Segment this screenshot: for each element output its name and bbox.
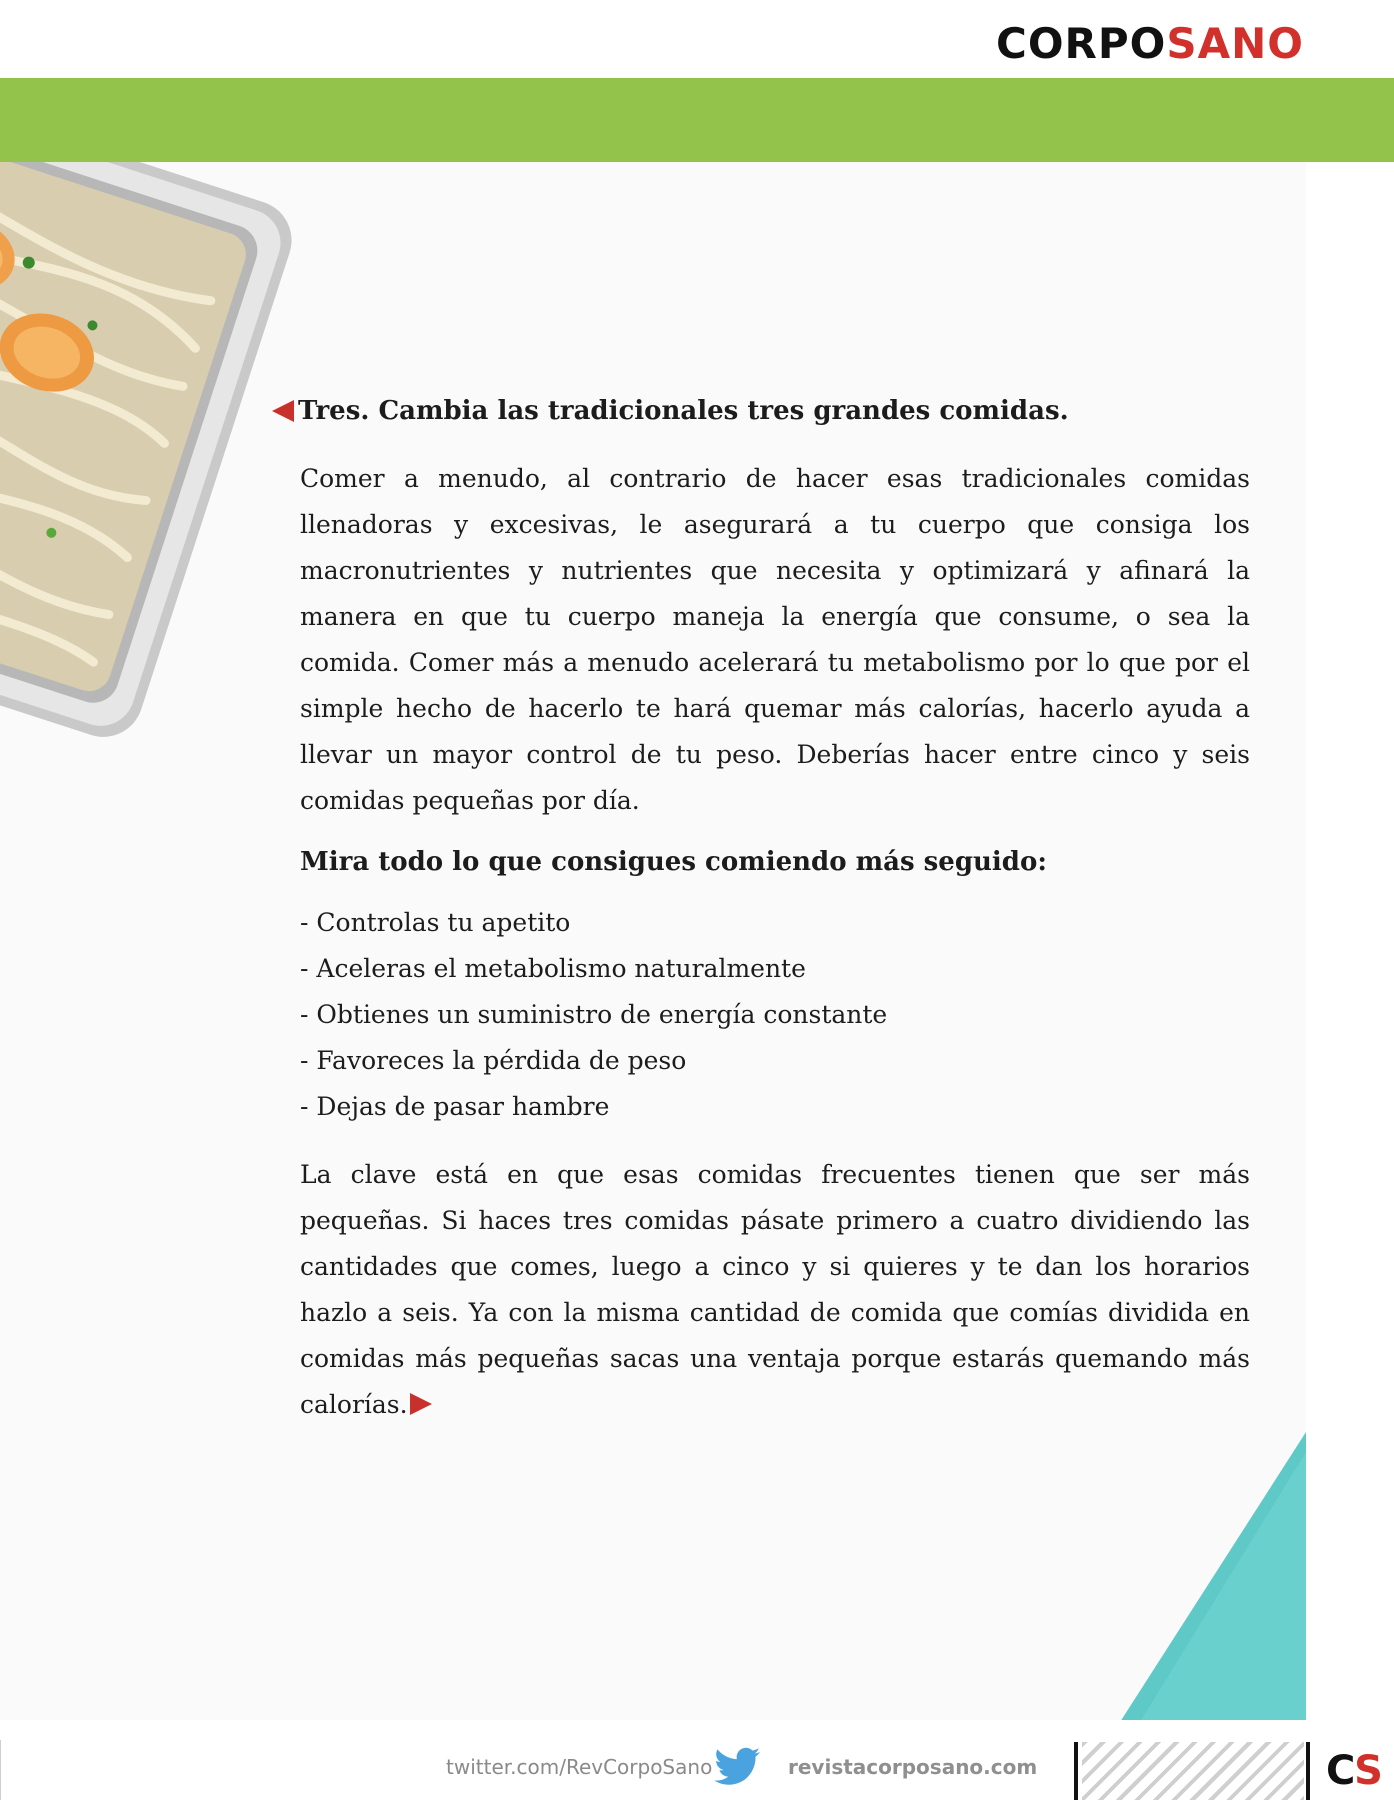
list-item: - Dejas de pasar hambre [300,1092,610,1121]
twitter-link[interactable]: twitter.com/RevCorpoSano [446,1755,713,1779]
article-paragraph-2 [300,1152,1250,1428]
teal-corner-shape [1120,1432,1306,1720]
list-item: - Aceleras el metabolismo naturalmente [300,954,806,983]
website-link[interactable]: revistacorposano.com [788,1755,1038,1779]
heading-row [272,394,1250,428]
cs-badge-logo [1326,1750,1381,1792]
benefits-list [300,900,1250,1130]
cs-badge-c: C [1326,1748,1355,1794]
list-item: - Obtienes un suministro de energía constante [300,1000,888,1029]
cs-badge-s: S [1354,1748,1381,1794]
list-item: - Controlas tu apetito [300,908,571,937]
page-header [0,0,1394,78]
footer-hatch-pattern [1082,1742,1304,1800]
article [300,394,1250,1446]
corposano-logo[interactable] [996,20,1304,68]
logo-part-sano: SANO [1166,19,1304,68]
red-triangle-right-icon [410,1393,432,1415]
logo-part-corpo: CORPO [996,19,1167,68]
list-item: - Favoreces la pérdida de peso [300,1046,687,1075]
article-subheading: Mira todo lo que consigues comiendo más seguido: [300,847,1047,877]
page-footer [0,1720,1394,1800]
shrimp-noodles-tray-image [0,162,300,872]
article-paragraph-2-text: La clave está en que esas comidas frecuentes tienen que ser más pequeñas. Si haces tres comidas pásate primero a cuatro dividiendo las cantidades que comes, luego a cinco y si quieres y te dan los horarios hazlo a seis. Ya con la misma cantidad de comida que comías dividida en comidas más pequeñas sacas una ventaja porque estarás quemando más calorías. [300,1160,1250,1419]
footer-left-divider [0,1740,1,1800]
footer-divider-bar [1074,1742,1078,1800]
green-header-band [0,78,1394,162]
footer-divider-bar [1306,1742,1310,1800]
red-triangle-left-icon [272,400,294,422]
twitter-bird-icon[interactable] [714,1746,762,1788]
content-area [0,162,1306,1720]
article-paragraph-1: Comer a menudo, al contrario de hacer esas tradicionales comidas llenadoras y excesivas, le asegurará a tu cuerpo que consiga los macronutrientes y nutrientes que necesita y optimizará y afinará la manera en que tu cuerpo maneja la energía que consume, o sea la comida. Comer más a menudo acelerará tu metabolismo por lo que por el simple hecho de hacerlo te hará quemar más calorías, hacerlo ayuda a llevar un mayor control de tu peso. Deberías hacer entre cinco y seis comidas pequeñas por día. [300,464,1250,815]
right-margin-strip [1306,162,1394,1720]
article-heading: Tres. Cambia las tradicionales tres grandes comidas. [298,396,1069,426]
